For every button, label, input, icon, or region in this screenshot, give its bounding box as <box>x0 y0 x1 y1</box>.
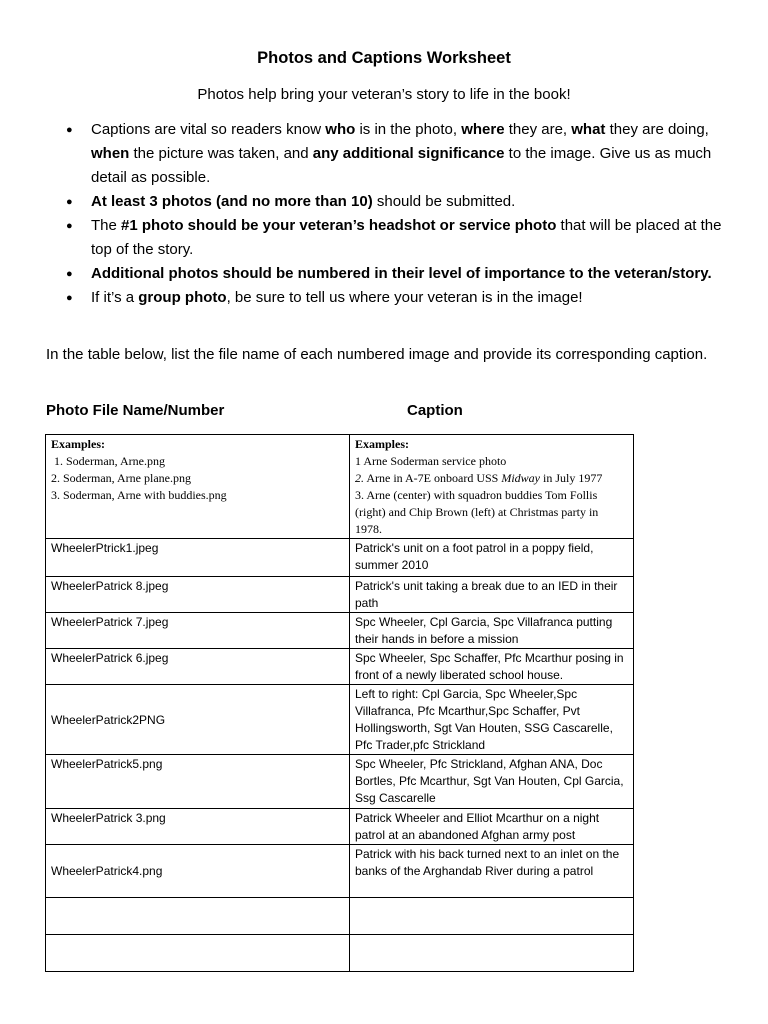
instruction-text: they are, <box>504 121 572 138</box>
table-row <box>46 685 634 755</box>
example-file-name: 3. Soderman, Arne with buddies.png <box>51 488 227 502</box>
instruction-text: Captions are vital so readers know <box>91 121 326 138</box>
examples-file-cell <box>46 435 350 539</box>
caption-cell[interactable]: Patrick Wheeler and Elliot Mcarthur on a night patrol at an abandoned Afghan army post <box>350 809 634 845</box>
instruction-item <box>66 214 726 262</box>
example-caption <box>355 470 628 487</box>
file-name-cell[interactable]: WheelerPatrick5.png <box>46 755 350 809</box>
instruction-emphasis: group photo <box>138 289 227 306</box>
file-name-cell[interactable] <box>46 935 350 972</box>
caption-cell[interactable]: Spc Wheeler, Cpl Garcia, Spc Villafranca putting their hands in before a mission <box>350 613 634 649</box>
example-caption: 1 Arne Soderman service photo <box>355 454 507 468</box>
examples-label: Examples: <box>355 437 409 451</box>
table-row <box>46 649 634 685</box>
file-name-cell[interactable]: WheelerPatrick 6.jpeg <box>46 649 350 685</box>
instruction-text: to the image. Give us as much detail as possible. <box>91 145 712 186</box>
instruction-item <box>66 190 726 214</box>
table-row-empty <box>46 935 634 972</box>
caption-cell[interactable] <box>350 935 634 972</box>
file-name-cell[interactable]: WheelerPatrick 3.png <box>46 809 350 845</box>
instruction-text: they are doing, <box>605 121 709 138</box>
file-name-cell[interactable]: WheelerPatrick 8.jpeg <box>46 577 350 613</box>
caption-column-header: Caption <box>407 402 463 419</box>
instruction-emphasis: any additional significance <box>312 145 505 162</box>
example-caption: 3. Arne (center) with squadron buddies Tom Follis (right) and Chip Brown (left) at Christmas party in 1978. <box>355 488 599 536</box>
instruction-emphasis: what <box>571 121 606 138</box>
instruction-text: The <box>91 217 122 234</box>
caption-cell[interactable] <box>350 898 634 935</box>
examples-caption-cell <box>350 435 634 539</box>
file-name-column-header: Photo File Name/Number <box>46 402 225 419</box>
instruction-text: the picture was taken, and <box>129 145 313 162</box>
instruction-text: , be sure to tell us where your veteran is in the image! <box>226 289 583 306</box>
instruction-emphasis: who <box>325 121 356 138</box>
caption-cell[interactable]: Patrick's unit on a foot patrol in a poppy field, summer 2010 <box>350 539 634 577</box>
table-intro: In the table below, list the file name of each numbered image and provide its corresponding caption. <box>46 346 708 363</box>
table-row-empty <box>46 898 634 935</box>
caption-cell[interactable]: Patrick with his back turned next to an inlet on the banks of the Arghandab River during a patrol <box>350 845 634 898</box>
instruction-emphasis: when <box>91 145 130 162</box>
examples-label: Examples: <box>51 437 105 451</box>
example-caption-number: 2. <box>355 471 364 485</box>
caption-cell[interactable]: Patrick's unit taking a break due to an IED in their path <box>350 577 634 613</box>
table-row <box>46 809 634 845</box>
instruction-emphasis: Additional photos should be numbered in their level of importance to the veteran/story. <box>91 265 712 282</box>
file-name-cell[interactable]: WheelerPatrick 7.jpeg <box>46 613 350 649</box>
table-row <box>46 755 634 809</box>
instruction-text: is in the photo, <box>355 121 462 138</box>
instruction-text: If it’s a <box>91 289 139 306</box>
instruction-emphasis: where <box>461 121 505 138</box>
page-title: Photos and Captions Worksheet <box>257 49 511 67</box>
example-ship-name: Midway <box>501 471 540 485</box>
caption-cell[interactable]: Spc Wheeler, Spc Schaffer, Pfc Mcarthur posing in front of a newly liberated school house. <box>350 649 634 685</box>
caption-cell[interactable]: Spc Wheeler, Pfc Strickland, Afghan ANA, Doc Bortles, Pfc Mcarthur, Sgt Van Houten, Cpl Garcia, Ssg Cascarelle <box>350 755 634 809</box>
table-row <box>46 539 634 577</box>
example-file-name: 1. Soderman, Arne.png <box>51 454 165 468</box>
instruction-item <box>66 286 726 310</box>
instruction-text: should be submitted. <box>372 193 516 210</box>
example-file-name: 2. Soderman, Arne plane.png <box>51 471 191 485</box>
table-row <box>46 845 634 898</box>
instruction-text: that will be placed at the top of the story. <box>91 217 722 258</box>
table-row <box>46 577 634 613</box>
file-name-cell[interactable]: WheelerPtrick1.jpeg <box>46 539 350 577</box>
file-name-cell[interactable]: WheelerPatrick2PNG <box>46 685 350 755</box>
example-caption-text: in July 1977 <box>540 471 603 485</box>
examples-row <box>46 435 634 539</box>
caption-cell[interactable]: Left to right: Cpl Garcia, Spc Wheeler,Spc Villafranca, Pfc Mcarthur,Spc Schaffer, Pvt Hollingsworth, Sgt Van Houten, SSG Cascarelle, Pfc Trader,pfc Strickland <box>350 685 634 755</box>
example-caption-text: Arne in A-7E onboard USS <box>364 471 502 485</box>
instruction-emphasis: #1 photo should be your veteran’s headshot or service photo <box>121 217 557 234</box>
page-subtitle: Photos help bring your veteran’s story to life in the book! <box>197 86 571 103</box>
instruction-emphasis: At least 3 photos (and no more than 10) <box>91 193 373 210</box>
photo-caption-table <box>45 434 634 972</box>
instruction-item <box>66 262 726 286</box>
table-row <box>46 613 634 649</box>
instruction-list <box>66 118 726 310</box>
instruction-item <box>66 118 726 190</box>
file-name-cell[interactable]: WheelerPatrick4.png <box>46 845 350 898</box>
file-name-cell[interactable] <box>46 898 350 935</box>
